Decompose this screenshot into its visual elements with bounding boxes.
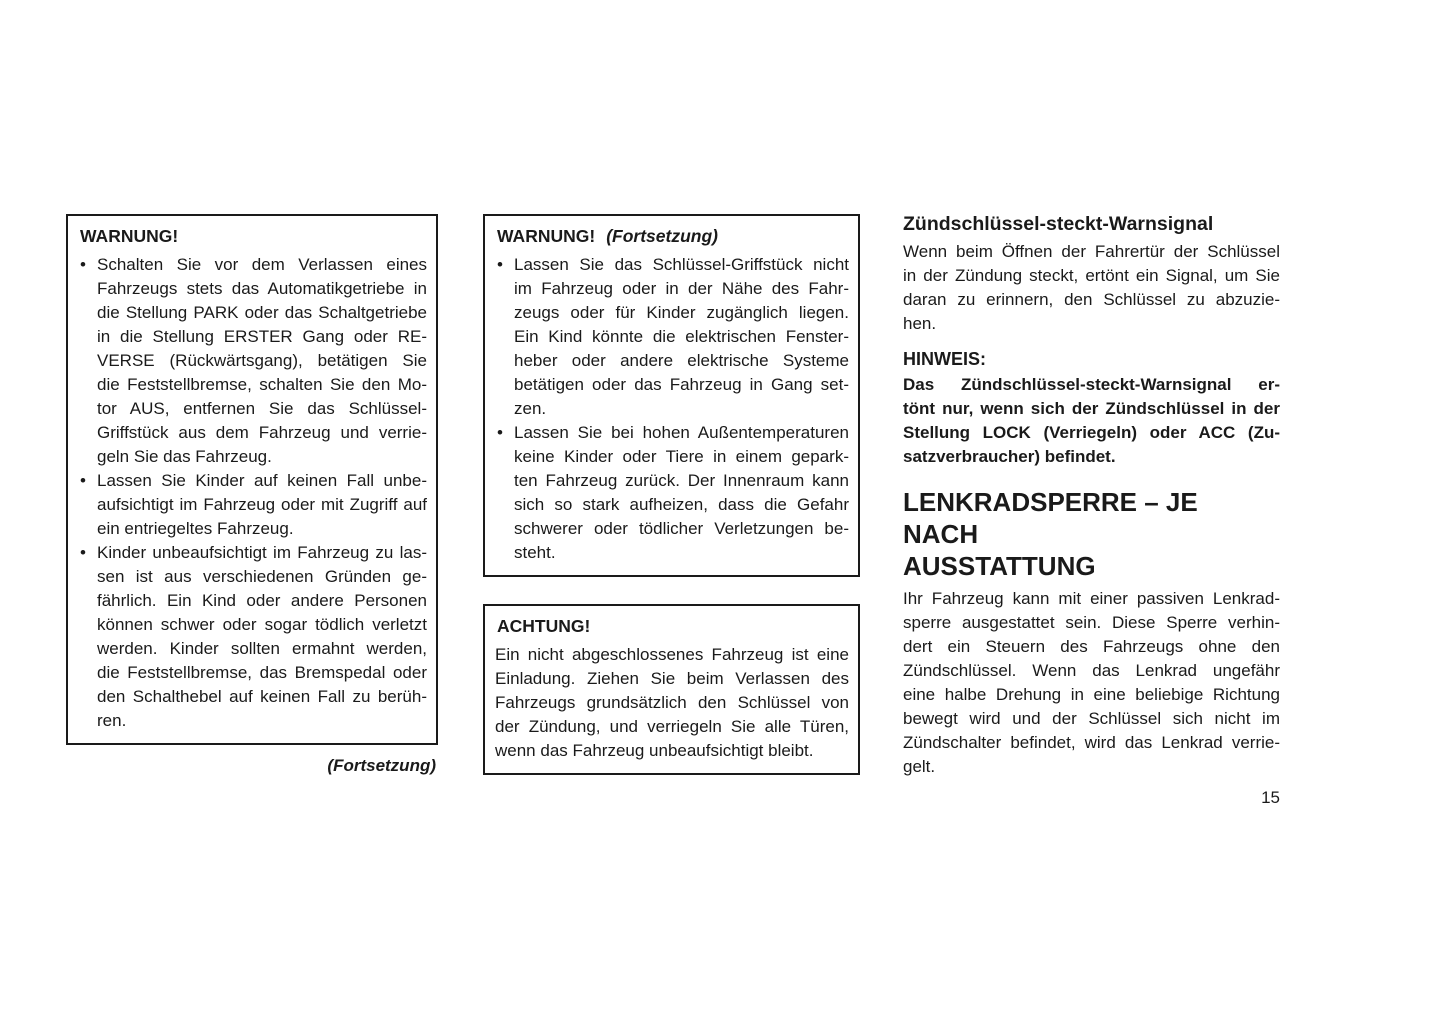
ignition-warning-paragraph: Wenn beim Öffnen der Fahrertür der Schlüssel in der Zündung steckt, ertönt ein Signal, um Sie daran zu erinnern, den Schlüssel zu abzuzie- hen. — [903, 242, 1280, 333]
warning-box-left-title — [80, 224, 427, 248]
steering-lock-paragraph: Ihr Fahrzeug kann mit einer passiven Lenkrad- sperre ausgestattet sein. Diese Sperre verhin- dert ein Steuern des Fahrzeugs ohne den Zündschlüssel. Wenn das Lenkrad ungefähr eine halbe Drehung in eine beliebige Richtung bewegt wird und der Schlüssel sich nicht im Zündschalter befindet, wird das Lenkrad verrie- gelt. — [903, 589, 1280, 776]
warning-bullet — [495, 421, 849, 565]
bullet-text: Schalten Sie vor dem Verlassen eines Fahrzeugs stets das Automatikgetriebe in die Stellung PARK oder das Schaltgetriebe in die Stellung ERSTER Gang oder RE- VERSE (Rückwärtsgang), betätigen Sie die Feststellbremse, schalten Sie den Mo- tor AUS, entfernen Sie das Schlüssel- Griffstück aus dem Fahrzeug und verrie- geln Sie das Fahrzeug. — [97, 255, 427, 466]
warning-box-left — [66, 214, 438, 745]
bullet-marker: • — [497, 255, 503, 274]
page-number: 15 — [1261, 788, 1280, 807]
continuation-label: (Fortsetzung) — [606, 226, 718, 246]
note-label: HINWEIS: — [903, 349, 986, 369]
left-column — [66, 214, 438, 776]
warning-bullet — [78, 253, 427, 469]
bullet-text: Lassen Sie Kinder auf keinen Fall unbe- aufsichtigt im Fahrzeug oder mit Zugriff auf ein entriegeltes Fahrzeug. — [97, 471, 427, 538]
warning-bullet — [78, 469, 427, 541]
section-heading-ignition-warning: Zündschlüssel-steckt-Warnsignal — [903, 213, 1214, 235]
bullet-text: Lassen Sie das Schlüssel-Griffstück nicht im Fahrzeug oder in der Nähe des Fahr- zeugs oder für Kinder zugänglich liegen. Ein Kind könnte die elektrischen Fenster- heber oder andere elektrische Systeme betätigen oder das Fahrzeug in Gang set- zen. — [514, 255, 849, 418]
caution-box-title — [497, 614, 849, 638]
bullet-text: Lassen Sie bei hohen Außentemperaturen keine Kinder oder Tiere in einem gepark- ten Fahrzeug zurück. Der Innenraum kann sich so stark aufheizen, dass die Gefahr schwerer oder tödlicher Verletzungen be- steht. — [514, 423, 849, 562]
warning-box-middle-title — [497, 224, 849, 248]
bullet-marker: • — [80, 471, 86, 490]
caution-text: Ein nicht abgeschlossenes Fahrzeug ist eine Einladung. Ziehen Sie beim Verlassen des Fahrzeugs grundsätzlich den Schlüssel von der Zündung, und verriegeln Sie alle Türen, wenn das Fahrzeug unbeaufsichtigt bleibt. — [495, 645, 849, 760]
bullet-marker: • — [80, 543, 86, 562]
bullet-text: Kinder unbeaufsichtigt im Fahrzeug zu las- sen ist aus verschiedenen Gründen ge- fährlich. Ein Kind oder andere Personen können schwer oder sogar tödlich verletzt werden. Kinder sollten ermahnt werden, die Feststellbremse, das Bremspedal oder den Schalthebel auf keinen Fall zu berüh- ren. — [97, 543, 427, 730]
warning-label: WARNUNG! — [497, 226, 596, 246]
continuation-note: (Fortsetzung) — [327, 756, 436, 775]
right-column — [903, 212, 1280, 779]
caution-box — [483, 604, 860, 775]
middle-column — [483, 214, 860, 775]
bullet-marker: • — [497, 423, 503, 442]
note-paragraph: Das Zündschlüssel-steckt-Warnsignal er- tönt nur, wenn sich der Zündschlüssel in der Stellung LOCK (Verriegeln) oder ACC (Zu- satzverbraucher) befindet. — [903, 375, 1280, 466]
caution-label: ACHTUNG! — [497, 616, 591, 636]
warning-box-middle — [483, 214, 860, 577]
warning-bullet — [78, 541, 427, 733]
section-heading-steering-lock: LENKRADSPERRE – JE NACH AUSSTATTUNG — [903, 487, 1198, 581]
warning-bullet — [495, 253, 849, 421]
warning-label: WARNUNG! — [80, 226, 179, 246]
bullet-marker: • — [80, 255, 86, 274]
